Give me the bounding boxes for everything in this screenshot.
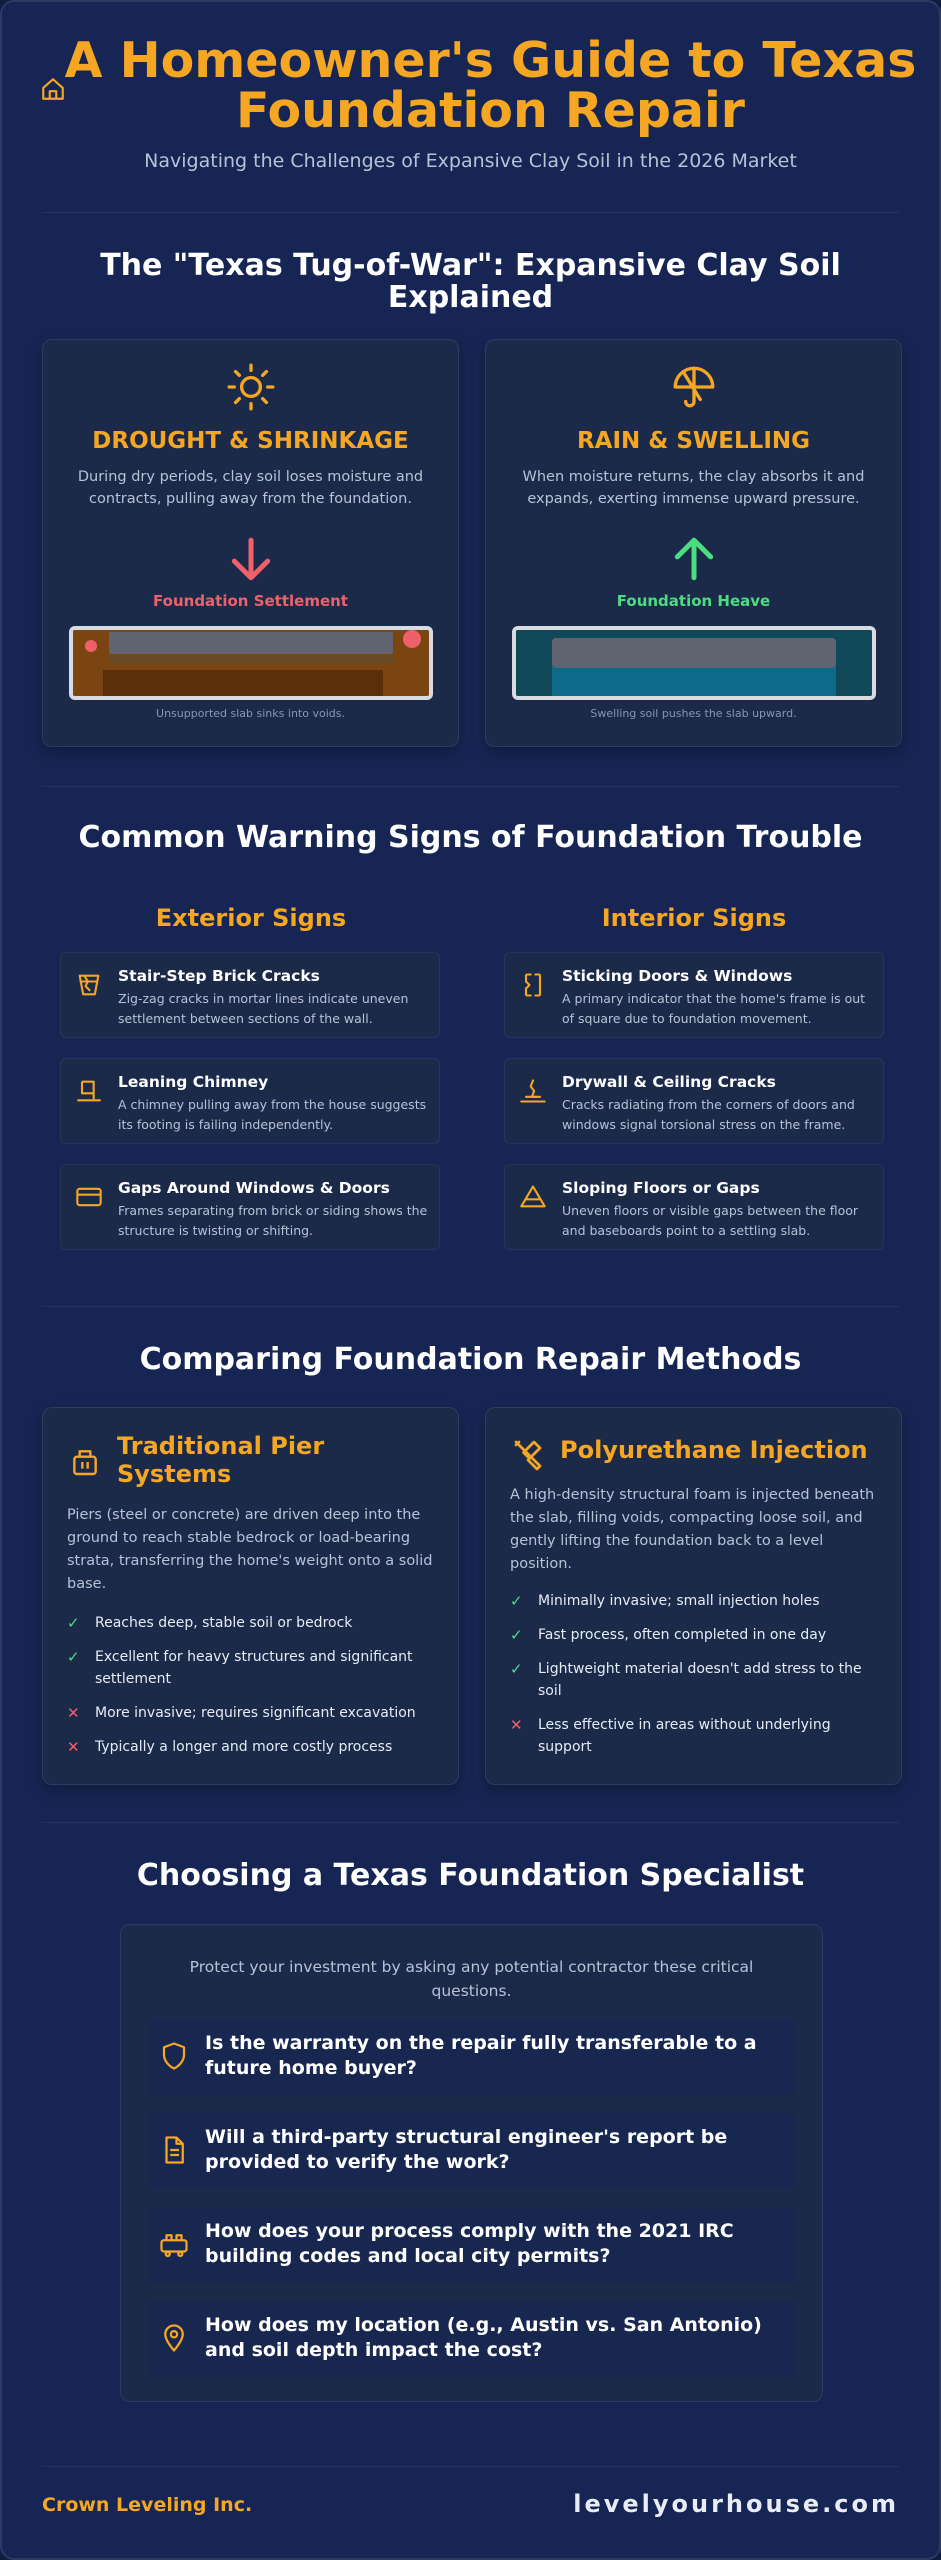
check-icon: ✓ bbox=[67, 1614, 80, 1632]
pier-description: Piers (steel or concrete) are driven deep into the ground to reach stable bedrock or load-bearing strata, transferring the home's weight onto a solid base. bbox=[67, 1507, 433, 1592]
interior-signs-title: Interior Signs bbox=[601, 904, 787, 932]
arrow-down-icon bbox=[226, 534, 276, 584]
pro-point: ✓ Minimally invasive; small injection holes bbox=[510, 1592, 820, 1610]
chimney-icon bbox=[75, 1077, 103, 1105]
drought-title: DROUGHT & SHRINKAGE bbox=[92, 428, 409, 454]
shield-icon bbox=[159, 2041, 189, 2071]
x-icon: ✕ bbox=[510, 1716, 523, 1734]
door-icon bbox=[519, 971, 547, 999]
pro-point: ✓ Fast process, often completed in one day bbox=[510, 1626, 827, 1644]
question-card-warranty bbox=[147, 2019, 797, 2095]
polyurethane-title: Polyurethane Injection bbox=[560, 1436, 868, 1464]
x-icon: ✕ bbox=[67, 1738, 80, 1756]
sign-title: Sticking Doors & Windows bbox=[562, 967, 793, 985]
sign-card-leaning-chimney bbox=[60, 1058, 440, 1144]
sign-title: Sloping Floors or Gaps bbox=[562, 1179, 760, 1197]
con-point: ✕ Less effective in areas without underlying support bbox=[510, 1716, 831, 1755]
polyurethane-points-list bbox=[510, 1590, 880, 1758]
clay-section-title: The "Texas Tug-of-War": Expansive Clay Soil Explained bbox=[100, 248, 841, 315]
pro-point: ✓ Lightweight material doesn't add stress to the soil bbox=[510, 1660, 862, 1699]
polyurethane-description: A high-density structural foam is injected beneath the slab, filling voids, compacting loose soil, and gently lifting the foundation back to a level position. bbox=[510, 1487, 875, 1572]
con-point: ✕ Typically a longer and more costly process bbox=[67, 1738, 393, 1756]
settlement-diagram bbox=[69, 626, 433, 700]
sign-title: Stair-Step Brick Cracks bbox=[118, 967, 320, 985]
settlement-caption: Unsupported slab sinks into voids. bbox=[156, 707, 345, 720]
polyurethane-card bbox=[485, 1407, 902, 1785]
page-subtitle: Navigating the Challenges of Expansive Clay Soil in the 2026 Market bbox=[144, 150, 797, 172]
question-text: How does my location (e.g., Austin vs. San Antonio) and soil depth impact the cost? bbox=[205, 2314, 762, 2361]
rain-card bbox=[485, 339, 902, 747]
question-card-building-codes bbox=[147, 2207, 797, 2283]
heave-diagram bbox=[512, 626, 876, 700]
warning-triangle-icon bbox=[519, 1183, 547, 1211]
question-text: Is the warranty on the repair fully transferable to a future home buyer? bbox=[205, 2032, 757, 2079]
page-title: A Homeowner's Guide to Texas Foundation Repair bbox=[64, 32, 917, 139]
question-text: How does your process comply with the 2021 IRC building codes and local city permits? bbox=[205, 2220, 734, 2267]
sign-description: Frames separating from brick or siding shows the structure is twisting or shifting. bbox=[118, 1203, 428, 1238]
settlement-label: Foundation Settlement bbox=[153, 592, 348, 610]
building-code-icon bbox=[159, 2229, 189, 2259]
sign-card-sloping-floors bbox=[504, 1164, 884, 1250]
location-pin-icon bbox=[159, 2323, 189, 2353]
specialist-intro: Protect your investment by asking any potential contractor these critical questions. bbox=[189, 1958, 754, 2000]
window-icon bbox=[75, 1183, 103, 1211]
heave-label: Foundation Heave bbox=[616, 592, 771, 610]
sign-title: Gaps Around Windows & Doors bbox=[118, 1179, 390, 1197]
pier-points-list bbox=[67, 1612, 437, 1758]
x-icon: ✕ bbox=[67, 1704, 80, 1722]
pro-point: ✓ Excellent for heavy structures and significant settlement bbox=[67, 1648, 413, 1687]
sign-card-window-gaps bbox=[60, 1164, 440, 1250]
arrow-up-icon bbox=[669, 534, 719, 584]
warning-section-title: Common Warning Signs of Foundation Trouble bbox=[78, 820, 863, 855]
check-icon: ✓ bbox=[510, 1592, 523, 1610]
sign-card-drywall-cracks bbox=[504, 1058, 884, 1144]
question-card-engineer-report bbox=[147, 2113, 797, 2189]
methods-section-title: Comparing Foundation Repair Methods bbox=[139, 1342, 802, 1377]
rain-title: RAIN & SWELLING bbox=[576, 428, 811, 454]
check-icon: ✓ bbox=[510, 1660, 523, 1678]
exterior-signs-title: Exterior Signs bbox=[155, 904, 347, 932]
company-name: Crown Leveling Inc. bbox=[42, 2494, 253, 2516]
sign-title: Drywall & Ceiling Cracks bbox=[562, 1073, 776, 1091]
check-icon: ✓ bbox=[510, 1626, 523, 1644]
foam-injection-icon bbox=[510, 1436, 546, 1472]
divider bbox=[42, 2466, 899, 2467]
drought-description: During dry periods, clay soil loses moisture and contracts, pulling away from the foundation. bbox=[77, 469, 424, 507]
sign-description: A primary indicator that the home's frame is out of square due to foundation movement. bbox=[562, 991, 866, 1026]
sign-description: Uneven floors or visible gaps between the floor and baseboards point to a settling slab. bbox=[562, 1203, 859, 1238]
question-card-location-cost bbox=[147, 2301, 797, 2377]
drought-card bbox=[42, 339, 459, 747]
sign-card-stair-step-cracks bbox=[60, 952, 440, 1038]
pro-point: ✓ Reaches deep, stable soil or bedrock bbox=[67, 1614, 353, 1632]
sign-description: Zig-zag cracks in mortar lines indicate uneven settlement between sections of the wall. bbox=[118, 991, 409, 1026]
question-text: Will a third-party structural engineer's report be provided to verify the work? bbox=[205, 2126, 728, 2173]
sign-description: A chimney pulling away from the house suggests its footing is failing independently. bbox=[118, 1097, 427, 1132]
con-point: ✕ More invasive; requires significant excavation bbox=[67, 1704, 416, 1722]
pier-title: Traditional Pier Systems bbox=[117, 1432, 325, 1488]
sign-card-sticking-doors bbox=[504, 952, 884, 1038]
wall-crack-icon bbox=[519, 1077, 547, 1105]
divider bbox=[42, 212, 899, 213]
specialist-section-title: Choosing a Texas Foundation Specialist bbox=[136, 1858, 805, 1893]
specialist-card bbox=[120, 1924, 823, 2402]
brick-crack-icon bbox=[75, 971, 103, 999]
sun-icon bbox=[226, 362, 276, 412]
umbrella-icon bbox=[669, 362, 719, 412]
divider bbox=[42, 786, 899, 787]
website-link[interactable]: levelyourhouse.com bbox=[573, 2490, 899, 2518]
pier-icon bbox=[69, 1446, 101, 1478]
sign-description: Cracks radiating from the corners of doors and windows signal torsional stress on the frame. bbox=[562, 1097, 855, 1132]
rain-description: When moisture returns, the clay absorbs it and expands, exerting immense upward pressure. bbox=[522, 469, 865, 507]
check-icon: ✓ bbox=[67, 1648, 80, 1666]
divider bbox=[42, 1822, 899, 1823]
divider bbox=[42, 1306, 899, 1307]
heave-caption: Swelling soil pushes the slab upward. bbox=[590, 707, 797, 720]
pier-systems-card bbox=[42, 1407, 459, 1785]
sign-title: Leaning Chimney bbox=[118, 1073, 269, 1091]
document-icon bbox=[159, 2135, 189, 2165]
